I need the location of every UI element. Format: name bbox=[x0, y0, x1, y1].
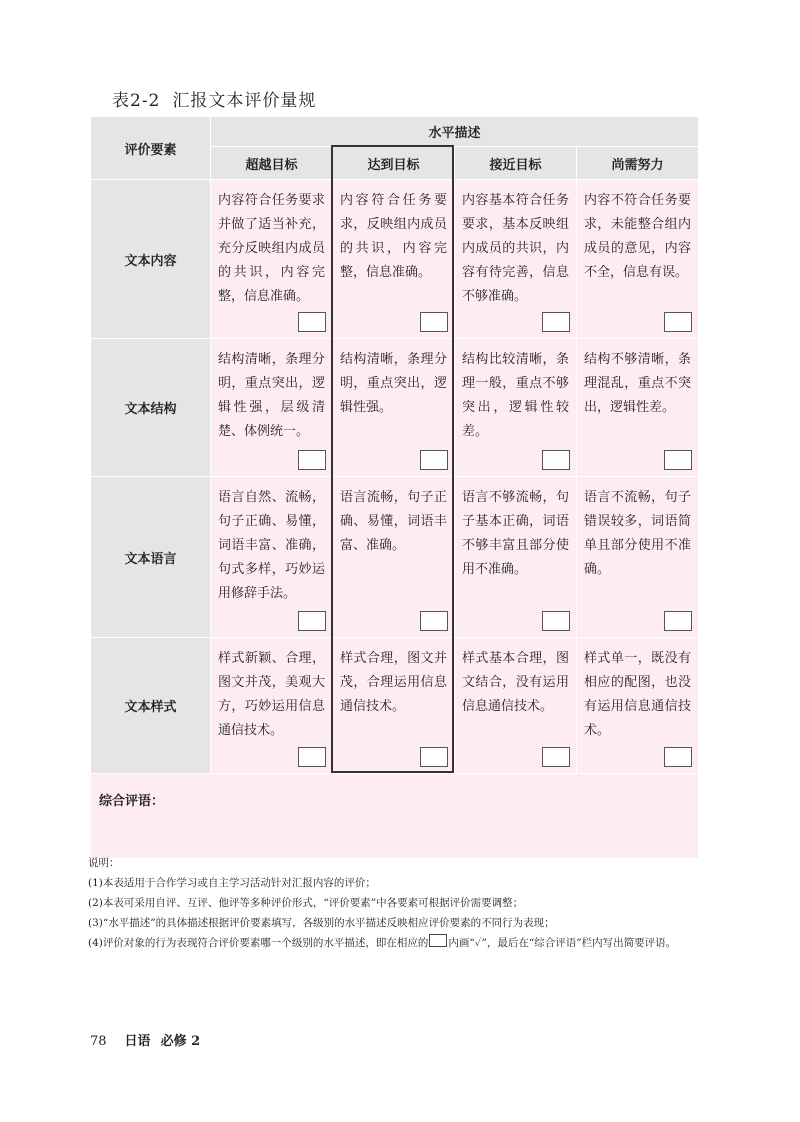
book-title: 日语 bbox=[124, 1034, 151, 1049]
level-header: 水平描述 bbox=[211, 117, 699, 147]
rubric-cell: 样式基本合理，图文结合，没有运用信息通信技术。 bbox=[455, 638, 577, 774]
table-row bbox=[91, 638, 699, 774]
element-header: 评价要素 bbox=[91, 117, 211, 180]
rubric-cell: 语言不够流畅，句子基本正确，词语不够丰富且部分使用不准确。 bbox=[455, 477, 577, 638]
row-label-content: 文本内容 bbox=[91, 180, 211, 339]
rubric-cell: 语言流畅，句子正确、易懂，词语丰富、准确。 bbox=[333, 477, 455, 638]
notes bbox=[88, 853, 708, 953]
table-row bbox=[91, 477, 699, 638]
summary-label: 综合评语： bbox=[99, 794, 165, 809]
rubric-cell: 结构不够清晰，条理混乱，重点不突出，逻辑性差。 bbox=[577, 339, 699, 477]
rubric-cell: 内容符合任务要求并做了适当补充，充分反映组内成员的共识，内容完整，信息准确。 bbox=[211, 180, 333, 339]
level-4-header: 尚需努力 bbox=[577, 147, 699, 180]
checkbox[interactable] bbox=[298, 611, 326, 631]
notes-title: 说明： bbox=[88, 857, 120, 869]
checkbox[interactable] bbox=[664, 747, 692, 767]
rubric-cell: 语言不流畅，句子错误较多，词语简单且部分使用不准确。 bbox=[577, 477, 699, 638]
level-3-header: 接近目标 bbox=[455, 147, 577, 180]
checkbox[interactable] bbox=[542, 312, 570, 332]
book-volume: 必修 2 bbox=[160, 1034, 201, 1049]
table-number: 表2-2 bbox=[112, 91, 161, 111]
table-caption bbox=[112, 86, 316, 111]
rubric-cell: 样式新颖、合理，图文并茂，美观大方，巧妙运用信息通信技术。 bbox=[211, 638, 333, 774]
checkbox[interactable] bbox=[298, 450, 326, 470]
page-footer bbox=[90, 1030, 200, 1049]
level-1-header: 超越目标 bbox=[211, 147, 333, 180]
rubric-cell: 内容符合任务要求，反映组内成员的共识，内容完整，信息准确。 bbox=[333, 180, 455, 339]
note-item: (3) “水平描述”的具体描述根据评价要素填写，各级别的水平描述反映相应评价要素的不同行为表现； bbox=[88, 917, 555, 929]
table-row bbox=[91, 339, 699, 477]
table-row bbox=[91, 180, 699, 339]
rubric-cell: 结构清晰，条理分明，重点突出，逻辑性强。 bbox=[333, 339, 455, 477]
checkbox[interactable] bbox=[420, 450, 448, 470]
checkbox[interactable] bbox=[298, 312, 326, 332]
rubric-cell: 结构比较清晰，条理一般，重点不够突出，逻辑性较差。 bbox=[455, 339, 577, 477]
checkbox[interactable] bbox=[298, 747, 326, 767]
checkbox[interactable] bbox=[542, 450, 570, 470]
note-item: (4) 评价对象的行为表现符合评价要素哪一个级别的水平描述，即在相应的 内画“✓”，最后在“综合评语”栏内写出简要评语。 bbox=[88, 933, 708, 953]
row-label-language: 文本语言 bbox=[91, 477, 211, 638]
checkbox[interactable] bbox=[664, 312, 692, 332]
rubric-cell: 内容基本符合任务要求，基本反映组内成员的共识，内容有待完善，信息不够准确。 bbox=[455, 180, 577, 339]
level-2-header: 达到目标 bbox=[333, 147, 455, 180]
note-item: (2) 本表可采用自评、互评、他评等多种评价形式，“评价要素”中各要素可根据评价需要调整； bbox=[88, 897, 524, 909]
rubric-cell: 样式单一，既没有相应的配图，也没有运用信息通信技术。 bbox=[577, 638, 699, 774]
checkbox[interactable] bbox=[420, 611, 448, 631]
rubric-table bbox=[90, 116, 699, 859]
page-number: 78 bbox=[90, 1034, 107, 1049]
rubric-cell: 内容不符合任务要求，未能整合组内成员的意见，内容不全，信息有误。 bbox=[577, 180, 699, 339]
row-label-style: 文本样式 bbox=[91, 638, 211, 774]
checkbox[interactable] bbox=[664, 450, 692, 470]
checkbox[interactable] bbox=[420, 747, 448, 767]
checkbox[interactable] bbox=[542, 611, 570, 631]
rubric-cell: 结构清晰，条理分明，重点突出，逻辑性强，层级清楚、体例统一。 bbox=[211, 339, 333, 477]
note-item: (1) 本表适用于合作学习或自主学习活动针对汇报内容的评价； bbox=[88, 877, 376, 889]
table-title: 汇报文本评价量规 bbox=[172, 91, 317, 111]
rubric-cell: 样式合理，图文并茂，合理运用信息通信技术。 bbox=[333, 638, 455, 774]
checkbox[interactable] bbox=[664, 611, 692, 631]
checkbox[interactable] bbox=[542, 747, 570, 767]
row-label-structure: 文本结构 bbox=[91, 339, 211, 477]
checkbox[interactable] bbox=[420, 312, 448, 332]
summary-comment-field[interactable] bbox=[91, 774, 699, 859]
checkbox-icon bbox=[429, 934, 447, 947]
rubric-cell: 语言自然、流畅，句子正确、易懂，词语丰富、准确，句式多样，巧妙运用修辞手法。 bbox=[211, 477, 333, 638]
